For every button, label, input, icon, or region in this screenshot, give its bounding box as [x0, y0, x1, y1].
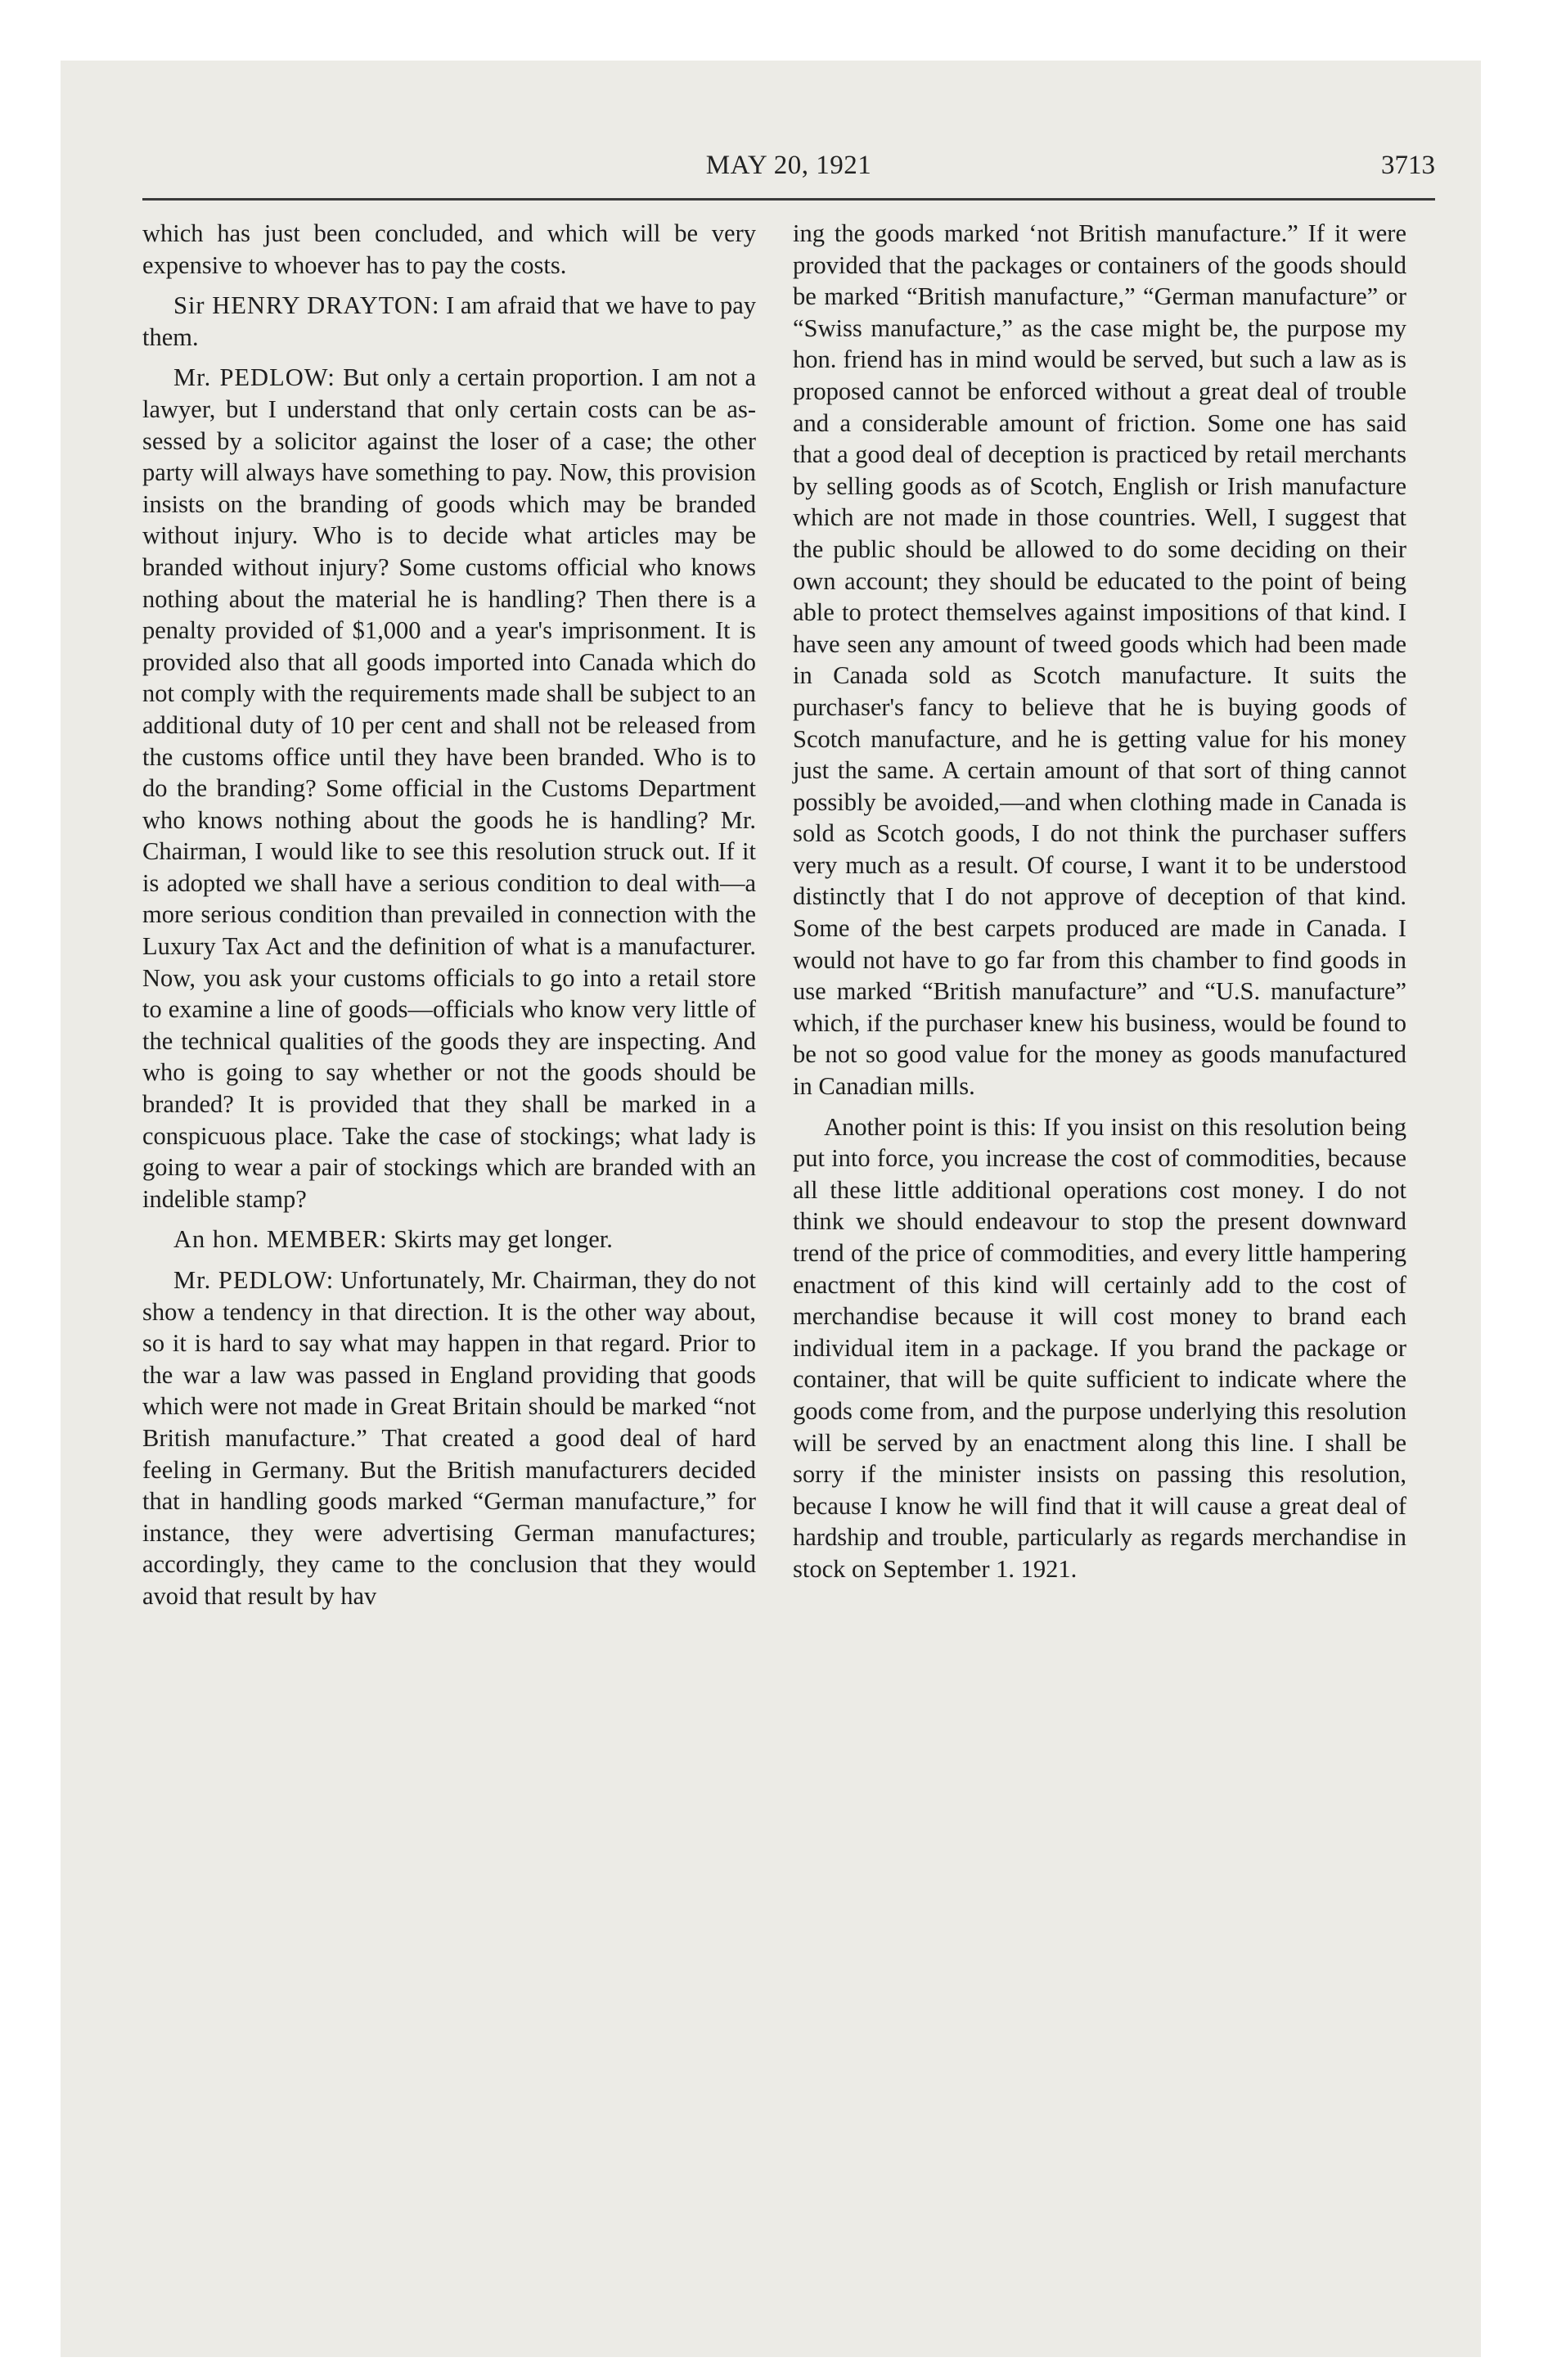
- header-date: MAY 20, 1921: [705, 151, 872, 180]
- speech-text: But only a certain proportion. I am not a lawyer, but I understand that only certain costs can be assessed by a solicitor against the loser of a case; the other party will always have something to pay. Now, this provision insists on the branding of goods which may be branded without injury. Who is to decide what articles may be branded without injury? Some customs official who knows nothing about the material he is handling? Then there is a penalty provided of $1,000 and a year's imprisonment. It is provided also that all goods imported into Canada which do not comply with the requirements made shall be subject to an additional duty of 10 per cent and shall not be released from the customs office until they have been branded. Who is to do the branding? Some official in the Customs Department who knows nothing about the goods he is handling? Mr. Chairman, I would like to see this resolution struck out. If it is adopted we shall have a serious condition to deal with—a more serious condition than prevailed in connection with the Luxury Tax Act and the definition of what is a manufacturer. Now, you ask your customs officials to go into a retail store to examine a line of goods—officials who know very little of the technical qualities of the goods they are inspecting. And who is going to say whether or not the goods should be branded? It is provided that they shall be marked in a conspicuous place. Take the case of stockings; what lady is going to wear a pair of stockings which are branded with an indelible stamp?: [142, 363, 756, 1213]
- left-column: [142, 218, 756, 1621]
- speech-pedlow-1: [142, 362, 756, 1215]
- paragraph: ing the goods marked ‘not British manufacture.” If it were provided that the packages or containers of the goods should be marked “British manufacture,” “German manufacture” or “Swiss manufacture,” as the case might be, the purpose my hon. friend has in mind would be served, but such a law as is proposed cannot be enforced without a great deal of trouble and a considerable amount of friction. Some one has said that a good deal of deception is practiced by retail merchants by selling goods as of Scotch, English or Irish manufacture which are not made in those countries. Well, I suggest that the public should be allowed to do some deciding on their own account; they should be educated to the point of being able to protect themselves against impositions of that kind. I have seen any amount of tweed goods which had been made in Canada sold as Scotch manufacture. It suits the purchaser's fancy to believe that he is buying goods of Scotch manufacture, and he is getting value for his money just the same. A certain amount of that sort of thing cannot possibly be avoided,—and when clothing made in Canada is sold as Scotch goods, I do not think the purchaser suffers very much as a result. Of course, I want it to be understood distinctly that I do not approve of deception of that kind. Some of the best carpets produced are made in Canada. I would not have to go far from this chamber to find goods in use marked “British manufacture” and “U.S. manufacture” which, if the purchaser knew his business, would be found to be not so good value for the money as goods manufactured in Canadian mills.: [793, 219, 1406, 1101]
- speech-text: I am afraid that we have to pay them.: [142, 291, 756, 351]
- paragraph: Another point is this: If you insist on this resolution being put into force, you increase the cost of commodities, because all these little additional operations cost money. I do not think we should endeavour to stop the present downward trend of the price of commodities, and every little hampering enactment of this kind will certainly add to the cost of merchandise because it will cost money to brand each individual item in a package. If you brand the package or container, that will be quite sufficient to indicate where the goods come from, and the purpose underlying this resolution will be served by an enactment along this line. I shall be sorry if the minister insists on passing this resolution, because I know he will find that it will cause a great deal of hardship and trouble, particularly as regards merchandise in stock on September 1. 1921.: [793, 1112, 1406, 1583]
- speaker-name: An hon. MEMBER:: [173, 1225, 388, 1254]
- speech-hon-member: [142, 1224, 756, 1255]
- speech-text: Unfortunately, Mr. Chairman, they do not show a tendency in that direction. It is the other way about, so it is hard to say what may happen in that regard. Prior to the war a law was passed in England providing that goods which were not made in Great Britain should be marked “not British manufacture.” That created a good deal of hard feeling in Germany. But the British manufacturers decided that in handling goods marked “German manufacture,” for instance, they were advertising German manufactures; accordingly, they came to the conclusion that they would avoid that result by hav: [142, 1266, 756, 1610]
- speaker-name: Mr. PEDLOW:: [173, 1266, 335, 1294]
- document-page: [61, 61, 1481, 2357]
- header-rule: [142, 198, 1435, 201]
- speech-pedlow-2: [142, 1264, 756, 1612]
- paragraph: which has just been concluded, and which will be very expensive to whoever has to pay the costs.: [142, 219, 756, 279]
- speech-text: Skirts may get longer.: [387, 1225, 613, 1254]
- page-number: 3713: [1381, 151, 1435, 180]
- speaker-name: Sir HENRY DRAYTON:: [173, 291, 440, 320]
- right-column: [793, 218, 1406, 1594]
- speech-drayton: [142, 290, 756, 353]
- running-head: [142, 151, 1435, 192]
- speaker-name: Mr. PEDLOW:: [173, 363, 335, 392]
